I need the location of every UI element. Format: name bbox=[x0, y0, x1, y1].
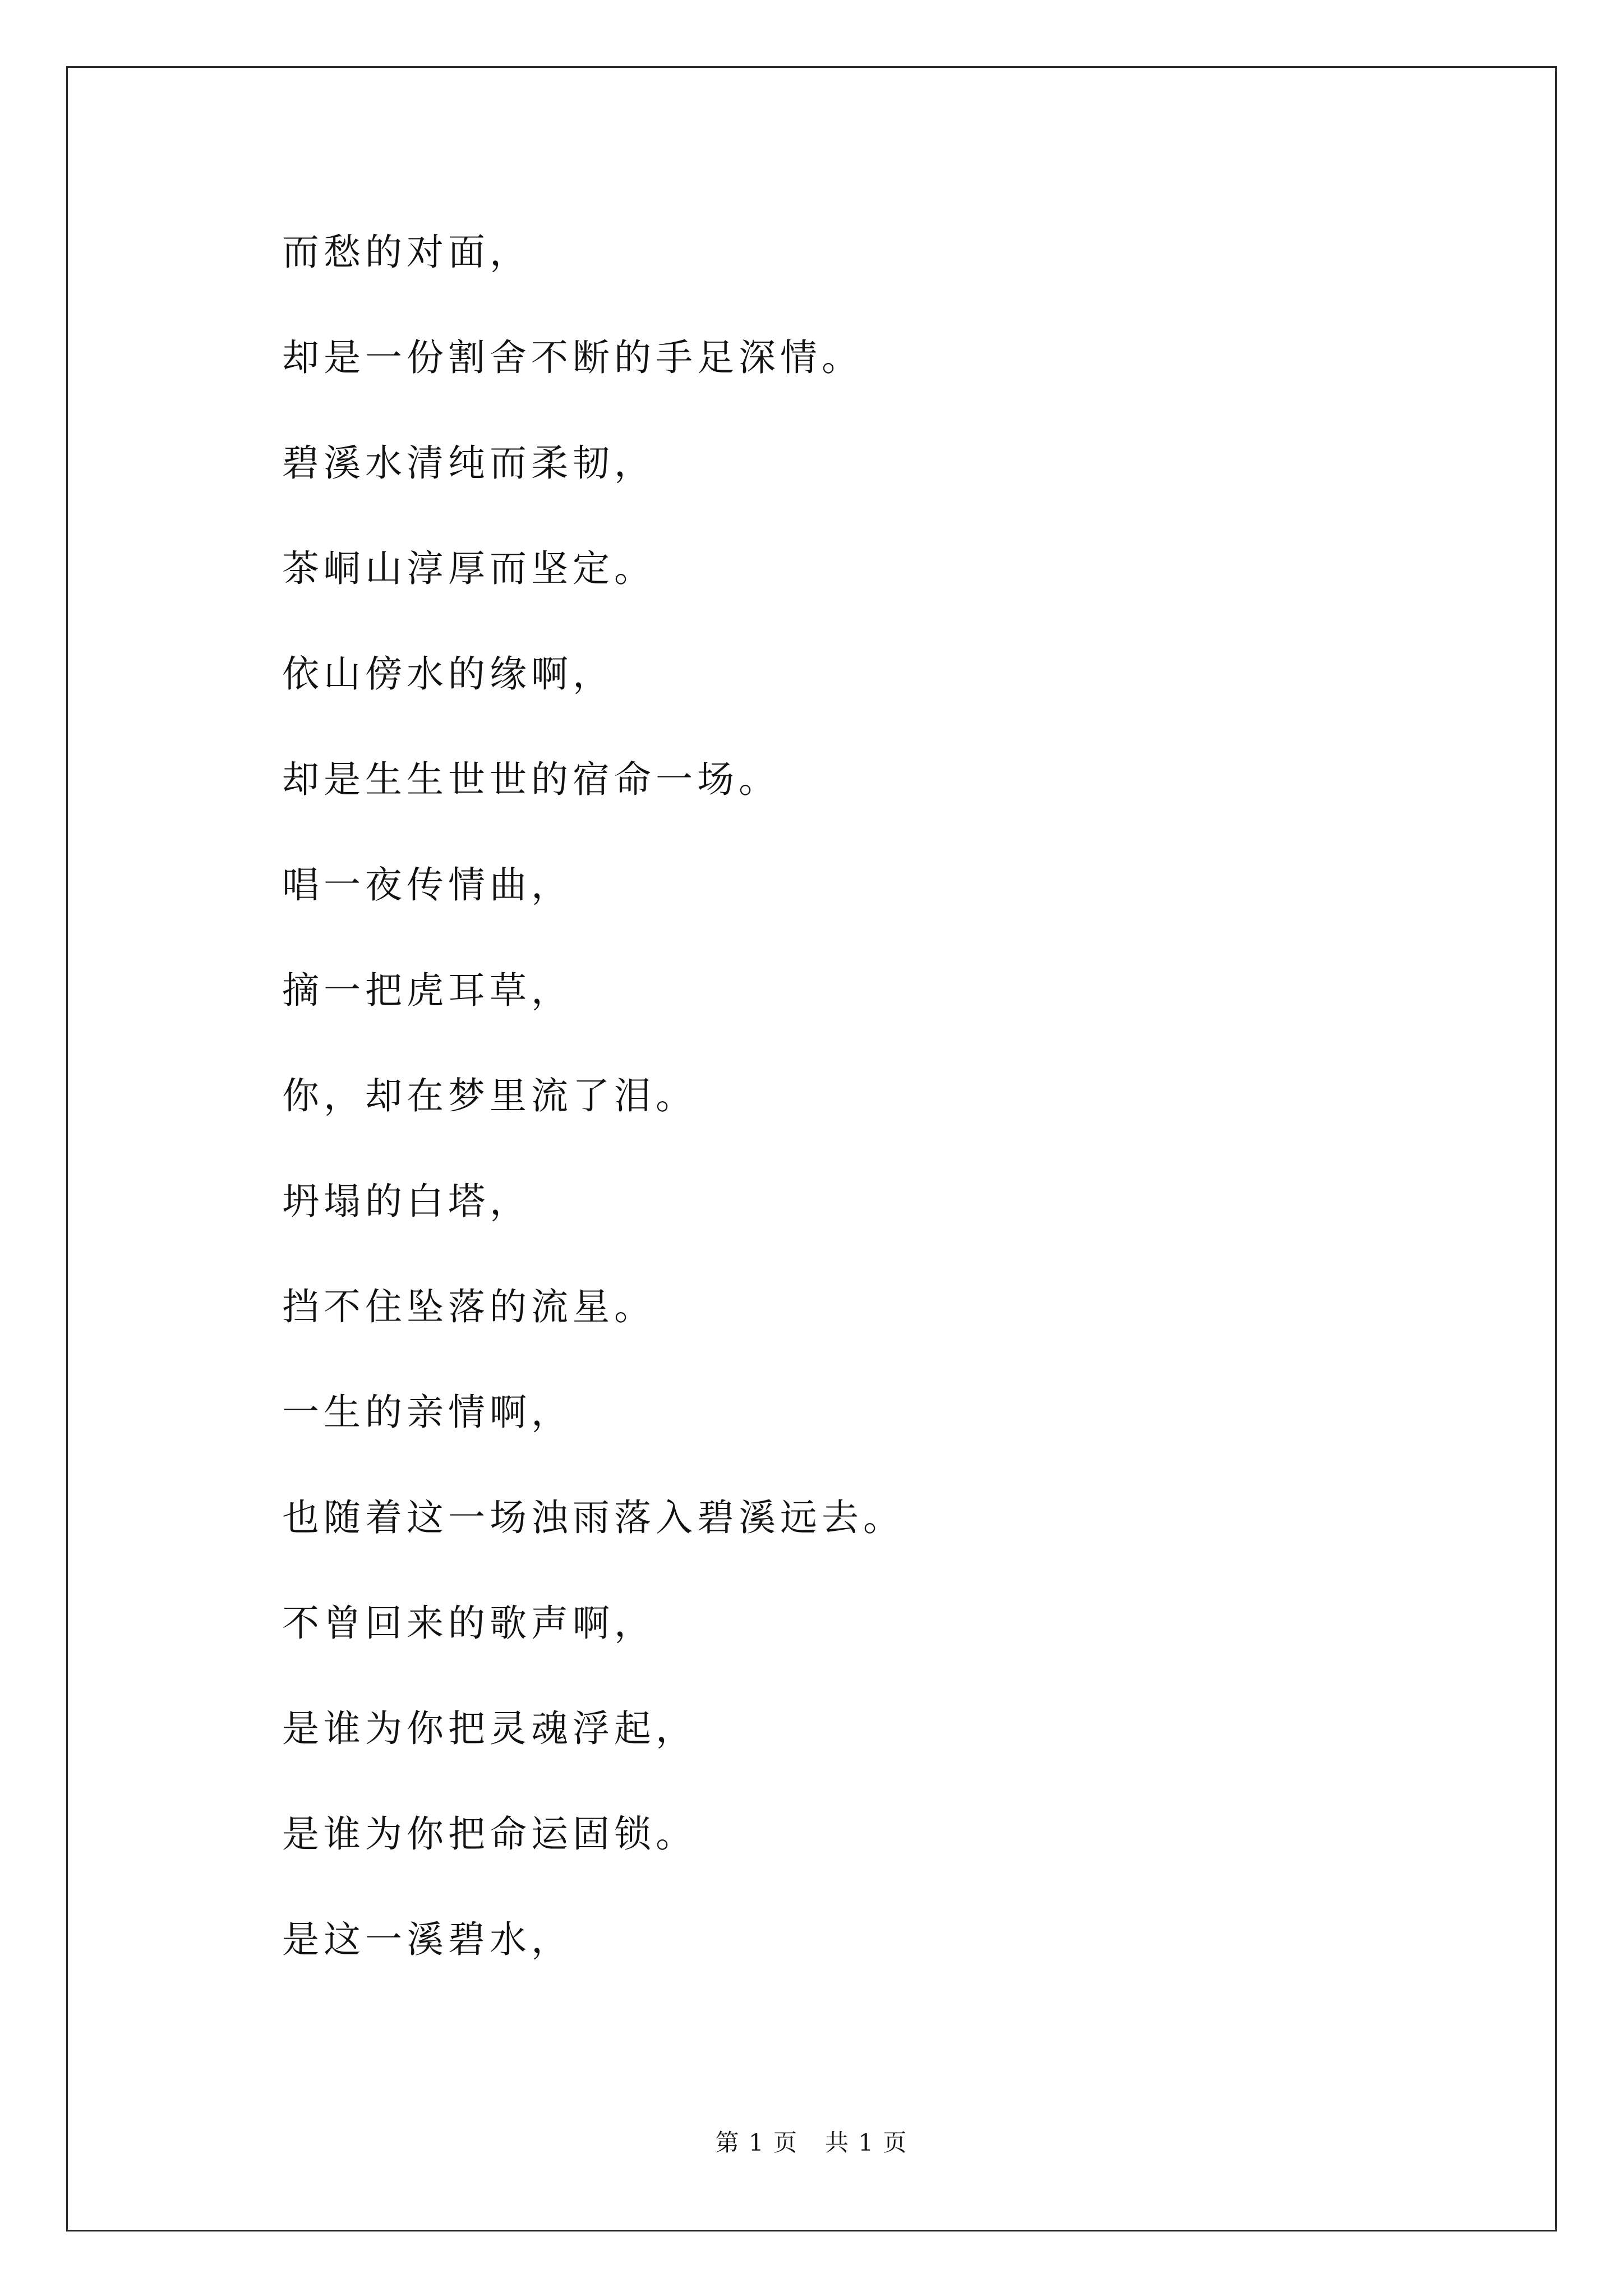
poem-line: 依山傍水的缘啊， bbox=[282, 652, 614, 696]
poem-line: 坍塌的白塔， bbox=[282, 1180, 531, 1223]
poem-line: 却是生生世世的宿命一场。 bbox=[282, 758, 780, 801]
poem-line: 是谁为你把灵魂浮起， bbox=[282, 1707, 697, 1750]
page-footer bbox=[0, 2126, 1623, 2160]
poem-line: 却是一份割舍不断的手足深情。 bbox=[282, 336, 863, 379]
poem-line: 碧溪水清纯而柔韧， bbox=[282, 441, 656, 485]
poem-line: 是这一溪碧水， bbox=[282, 1918, 573, 1961]
total-page-count: 共 1 页 bbox=[825, 2129, 908, 2156]
poem-line: 茶峒山淳厚而坚定。 bbox=[282, 547, 656, 590]
poem-line: 你，却在梦里流了泪。 bbox=[282, 1074, 697, 1117]
poem-line: 唱一夜传情曲， bbox=[282, 863, 573, 907]
current-page-number: 第 1 页 bbox=[715, 2129, 798, 2156]
poem-line: 也随着这一场浊雨落入碧溪远去。 bbox=[282, 1496, 905, 1539]
poem-line: 挡不住坠落的流星。 bbox=[282, 1285, 656, 1328]
poem-body bbox=[282, 0, 1488, 2120]
poem-line: 而愁的对面， bbox=[282, 231, 531, 274]
poem-line: 是谁为你把命运固锁。 bbox=[282, 1812, 697, 1856]
poem-line: 摘一把虎耳草， bbox=[282, 969, 573, 1012]
poem-line: 不曾回来的歌声啊， bbox=[282, 1602, 656, 1645]
poem-line: 一生的亲情啊， bbox=[282, 1391, 573, 1434]
